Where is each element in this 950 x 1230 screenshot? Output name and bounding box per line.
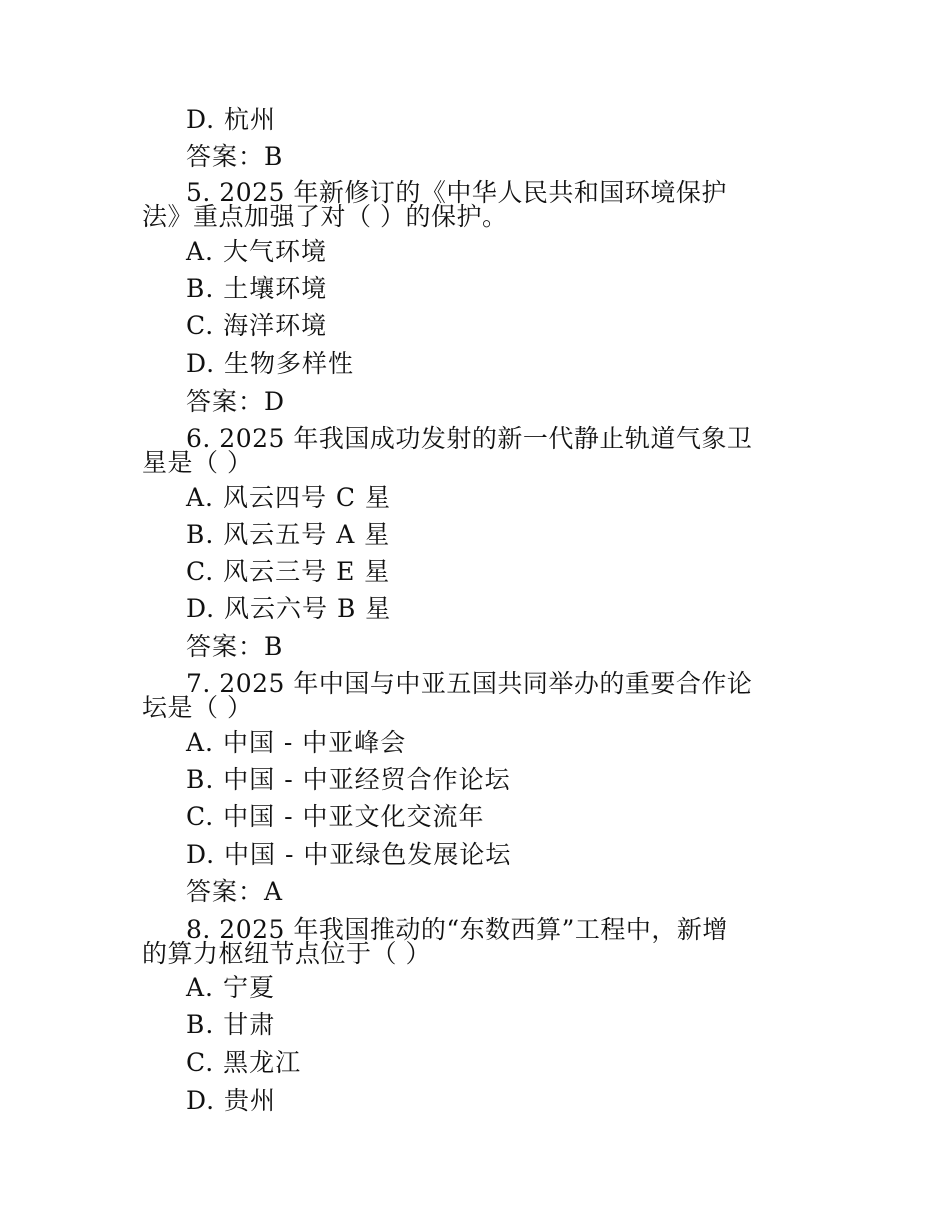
question-7-line2: 坛是（ ） — [142, 693, 253, 722]
question-5-line1: 5. 2025 年新修订的《中华人民共和国环境保护 — [186, 178, 727, 207]
option-d-q7: D. 中国 - 中亚绿色发展论坛 — [186, 840, 512, 869]
question-8-line2: 的算力枢纽节点位于（ ） — [142, 939, 431, 968]
question-6-line2: 星是（ ） — [142, 448, 253, 477]
answer-q7: 答案：A — [186, 877, 284, 906]
answer-q4: 答案：B — [186, 142, 284, 171]
option-d-q5: D. 生物多样性 — [186, 349, 355, 378]
option-b-q8: B. 甘肃 — [186, 1010, 276, 1039]
option-c-q5: C. 海洋环境 — [186, 311, 328, 340]
option-b-q6: B. 风云五号 A 星 — [186, 520, 391, 549]
option-a-q8: A. 宁夏 — [186, 973, 275, 1002]
question-6-line1: 6. 2025 年我国成功发射的新一代静止轨道气象卫 — [186, 424, 753, 453]
option-a-q5: A. 大气环境 — [186, 237, 327, 266]
option-a-q6: A. 风云四号 C 星 — [186, 483, 391, 512]
question-5-line2: 法》重点加强了对（ ）的保护。 — [142, 202, 508, 231]
answer-q6: 答案：B — [186, 632, 284, 661]
option-d-q4: D. 杭州 — [186, 105, 277, 134]
option-c-q6: C. 风云三号 E 星 — [186, 557, 391, 586]
answer-q5: 答案：D — [186, 387, 286, 416]
question-7-line1: 7. 2025 年中国与中亚五国共同举办的重要合作论 — [186, 669, 753, 698]
option-b-q5: B. 土壤环境 — [186, 274, 328, 303]
option-d-q6: D. 风云六号 B 星 — [186, 594, 392, 623]
question-8-line1: 8. 2025 年我国推动的“东数西算”工程中，新增 — [186, 915, 728, 944]
option-c-q8: C. 黑龙江 — [186, 1048, 302, 1077]
option-c-q7: C. 中国 - 中亚文化交流年 — [186, 802, 485, 831]
option-d-q8: D. 贵州 — [186, 1086, 277, 1115]
option-b-q7: B. 中国 - 中亚经贸合作论坛 — [186, 765, 511, 794]
option-a-q7: A. 中国 - 中亚峰会 — [186, 728, 407, 757]
